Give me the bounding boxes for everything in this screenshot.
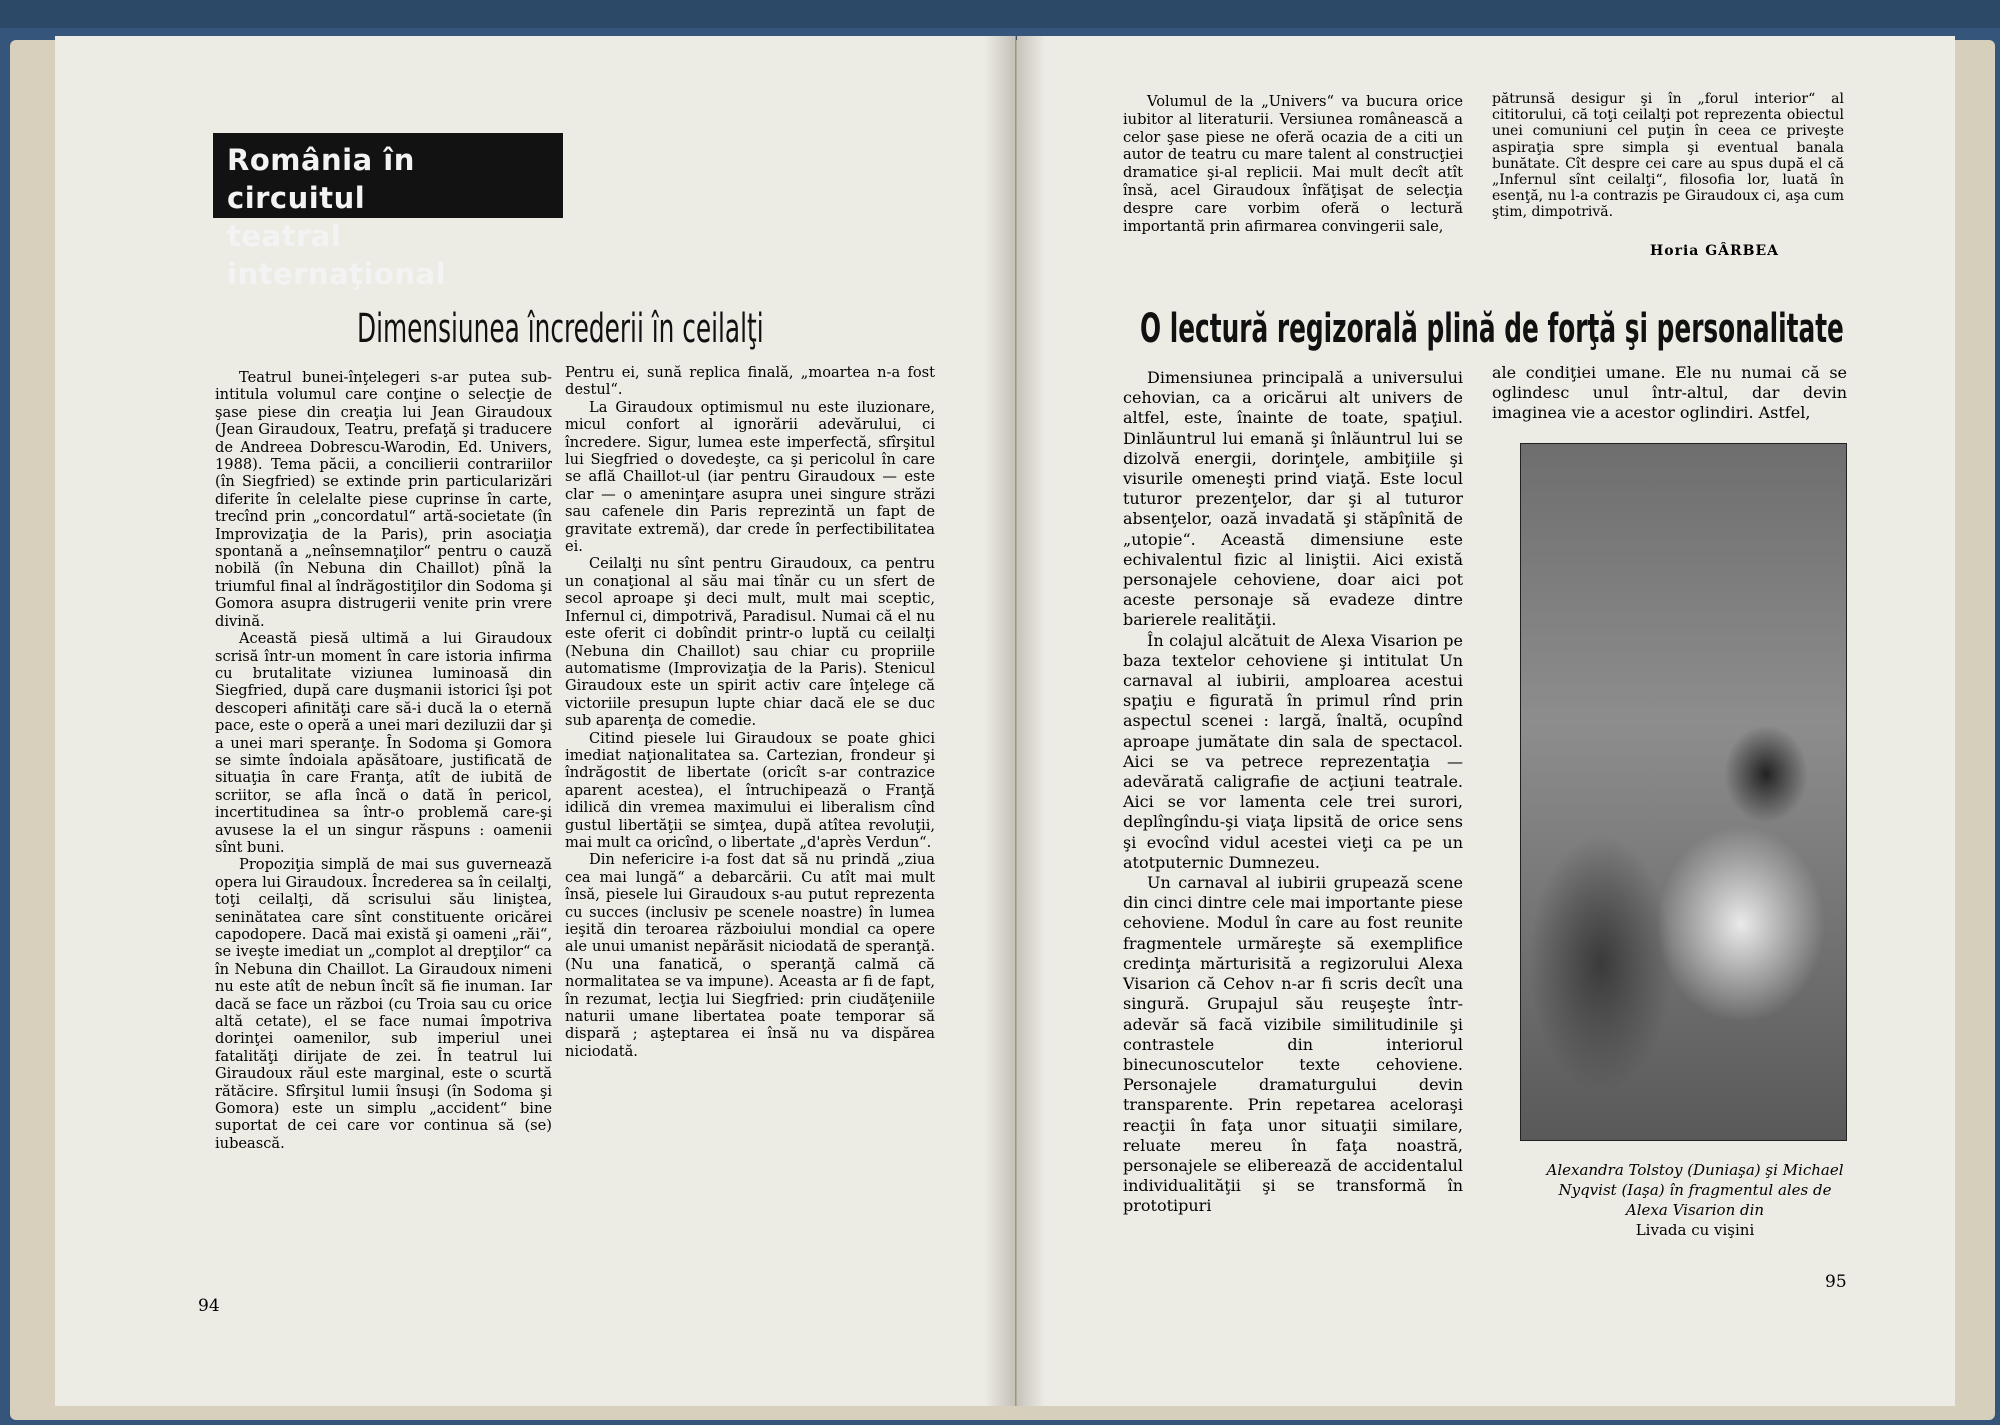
photo-caption [1540, 1160, 1850, 1240]
right-article-paragraph: În colajul alcătuit de Alexa Visarion pe baza textelor cehoviene şi intitulat Un carnaval al iubirii, amploarea acestui spaţiu e figurată în primul rînd prin aspectul scenei : largă, înaltă, ocupînd aproape jumătate din sala de spectacol. Aici se va petrece reprezentaţia — adevărată caligrafie de acţiuni teatrale. Aici se vor lamenta cele trei surori, deplîngîndu-şi viaţa lipsită de orice sens şi evocînd vidul acestei vieţi ca pe un atotputernic Dumnezeu. [1123, 630, 1463, 872]
photo-caption-title: Livada cu vişini [1635, 1221, 1755, 1239]
left-article-headline: Dimensiunea încrederii în ceilalţi [357, 306, 764, 352]
theatre-photo [1520, 443, 1847, 1141]
page-number-right: 95 [1825, 1272, 1847, 1292]
photo-caption-italic: Alexandra Tolstoy (Duniaşa) şi Michael Nyqvist (Iaşa) în fragmentul ales de Alexa Visarion din [1546, 1161, 1844, 1219]
left-article-paragraph: Din nefericire i-a fost dat să nu prindă „ziua cea mai lungă“ a debarcării. Cu atît mai mult însă, piesele lui Giraudoux s-au putut reprezenta cu succes (inclusiv pe scenele noastre) în lumea ieşită din teroarea războiului mondial ca opere ale unui umanist nepărăsit niciodată de speranţă. (Nu una fanatică, o speranţă calmă că normalitatea se va impune). Aceasta ar fi de fapt, în rezumat, lecţia lui Siegfried: prin ciudăţeniile naturii umane libertatea poate temporar să dispară ; aşteptarea ei însă nu va dispărea niciodată. [565, 851, 935, 1060]
author-byline: Horia GÂRBEA [1650, 243, 1780, 259]
right-top-paragraph: Volumul de la „Univers“ va bucura orice iubitor al literaturii. Versiunea românească a celor şase piese ne oferă ocazia de a citi un autor de teatru cu mare talent al construcţiei dramatice şi-al replicii. Mai mult decît atît însă, acel Giraudoux înfăţişat de selecţia despre care vorbim oferă o lectură importantă prin afirmarea convingerii sale, [1123, 93, 1463, 235]
right-article-paragraph: ale condiţiei umane. Ele nu numai că se oglindesc unul într-altul, dar devin imaginea vie a acestor oglindiri. Astfel, [1492, 363, 1847, 423]
left-article-paragraph: Ceilalţi nu sînt pentru Giraudoux, ca pentru un conaţional al său mai tînăr cu un sfert de secol aproape şi deci mult, mult mai sceptic, Infernul ci, dimpotrivă, Paradisul. Numai că el nu este oferit ci dobîndit printr-o luptă cu ceilalţi (Nebuna din Chaillot) sau chiar cu propriile automatisme (Improvizaţia de la Paris). Stenicul Giraudoux este un spirit activ care înţelege că victoriile presupun lupte chiar dacă ele se duc sub aparenţa de comedie. [565, 555, 935, 730]
right-article-headline: O lectură regizorală plină de forţă şi personalitate [1140, 306, 1844, 352]
left-article-paragraph: Teatrul bunei-înţelegeri s-ar putea sub-intitula volumul care conţine o selecţie de şase piese din creaţia lui Jean Giraudoux (Jean Giraudoux, Teatru, prefaţă şi traducere de Andreea Dobrescu-Warodin, Ed. Univers, 1988). Tema păcii, a concilierii contrariilor (în Siegfried) se extinde prin particularizări diferite în celelalte piese cuprinse în carte, trecînd prin „concordatul“ artă-societate (în Improvizaţia de la Paris), prin asociaţia spontană a „neînsemnaţilor“ pentru o cauză nobilă (în Nebuna din Chaillot) pînă la triumful final al îndrăgostiţilor din Sodoma şi Gomora asupra distrugerii venite prin vrere divină. [215, 369, 552, 630]
left-article-column-1 [215, 369, 552, 1152]
page-number-left: 94 [198, 1296, 220, 1316]
left-article-paragraph: Citind piesele lui Giraudoux se poate ghici imediat naţionalitatea sa. Cartezian, frondeur şi îndrăgostit de libertate (oricît s-ar contrazice aparent acestea), el întruchipează o Franţă idilică din vremea maximului ei liberalism cînd gustul libertăţii se simţea, după atîtea revoluţii, mai mult ca oricînd, o libertate „d'après Verdun“. [565, 729, 935, 851]
right-article-column-1 [1123, 368, 1463, 1217]
left-article-paragraph: Propoziţia simplă de mai sus guvernează opera lui Giraudoux. Încrederea sa în ceilalţi, toţi ceilalţi, dă scrisului său liniştea, seninătatea care sînt constituente oricărei capodopere. Dacă mai există şi oameni „răi“, se iveşte imediat un „complot al drepţilor“ ca în Nebuna din Chaillot. La Giraudoux nimeni nu este atît de nebun încît să fie inuman. Iar dacă se face un război (cu Troia sau cu orice altă cetate), el se face numai împotriva dorinţei oamenilor, sub imperiul unei fatalităţi dirijate de zei. În teatrul lui Giraudoux răul este marginal, este o scurtă rătăcire. Sfîrşitul lumii însuşi (în Sodoma şi Gomora) este un simplu „accident“ bine suportat de cei care vor continua să (se) iubească. [215, 856, 552, 1152]
left-article-paragraph: Această piesă ultimă a lui Giraudoux scrisă într-un moment în care istoria infirma cu brutalitate viziunea luminoasă din Siegfried, după care duşmanii istorici îşi pot descoperi afinităţi care să-i ducă la o eternă pace, este o operă a unei mari deziluzii dar şi a unei mari speranţe. În Sodoma şi Gomora se simte îndoiala apăsătoare, justificată de situaţia în care Franţa, atît de iubită de scriitor, se afla încă o dată în pericol, incertitudinea sa într-o problemă care-şi avusese la el un singur răspuns : oamenii sînt buni. [215, 630, 552, 856]
right-article-paragraph: Dimensiunea principală a universului cehovian, ca a oricărui alt univers de altfel, este, înainte de toate, spaţiul. Dinlăuntrul lui emană şi înlăuntrul lui se dizolvă energii, dorinţele, ambiţiile şi visurile omeneşti prind viaţă. Este locul tuturor prezenţelor, dar şi al tuturor absenţelor, oază invadată şi stăpînită de „utopie“. Această dimensiune este echivalentul fizic al liniştii. Aici există personajele cehoviene, doar aici pot aceste personaje să evadeze dintre barierele realităţii. [1123, 368, 1463, 630]
left-article-column-2 [565, 364, 935, 1060]
right-top-paragraph: pătrunsă desigur şi în „forul interior“ al cititorului, că toţi ceilalţi pot reprezenta obiectul unei comuniuni cel puţin în ceea ce priveşte aspiraţia spre simpla şi eventual banala bunătate. Cît despre cei care au spus după el că „Infernul sînt ceilalţi“, filosofia lor, luată în esenţă, nu l-a contrazis pe Giraudoux ci, aşa cum ştim, dimpotrivă. [1492, 91, 1844, 221]
right-top-column-1 [1123, 93, 1463, 235]
left-article-paragraph: Pentru ei, sună replica finală, „moartea n-a fost destul“. [565, 364, 935, 399]
right-top-column-2 [1492, 91, 1844, 221]
left-article-paragraph: La Giraudoux optimismul nu este iluzionare, micul confort al ignorării adevărului, ci încredere. Sigur, lumea este imperfectă, sfîrşitul lui Siegfried o dovedeşte, ca şi pericolul în care se află Chaillot-ul (iar pentru Giraudoux — este clar — o ameninţare asupra unei singure străzi sau cafenele din Paris reprezintă un fapt de gravitate extremă), dar crede în perfectibilitatea ei. [565, 398, 935, 556]
right-article-paragraph: Un carnaval al iubirii grupează scene din cinci dintre cele mai importante piese cehoviene. Modul în care au fost reunite fragmentele urmăreşte să exemplifice credinţa mărturisită a regizorului Alexa Visarion că Cehov n-ar fi scris decît una singură. Grupajul său reuşeşte într-adevăr să facă vizibile similitudinile şi contrastele din interiorul binecunoscutelor texte cehoviene. Personajele dramaturgului devin transparente. Prin repetarea aceloraşi reacţii în faţa unor situaţii similare, reluate mereu în faţa noastră, personajele se eliberează de accidentalul individualităţii şi se transformă în prototipuri [1123, 873, 1463, 1216]
section-banner-line2: teatral internaţional [227, 219, 447, 291]
section-banner-line1: România în circuitul [227, 143, 415, 215]
section-banner [213, 133, 563, 291]
right-article-column-2 [1492, 363, 1847, 424]
